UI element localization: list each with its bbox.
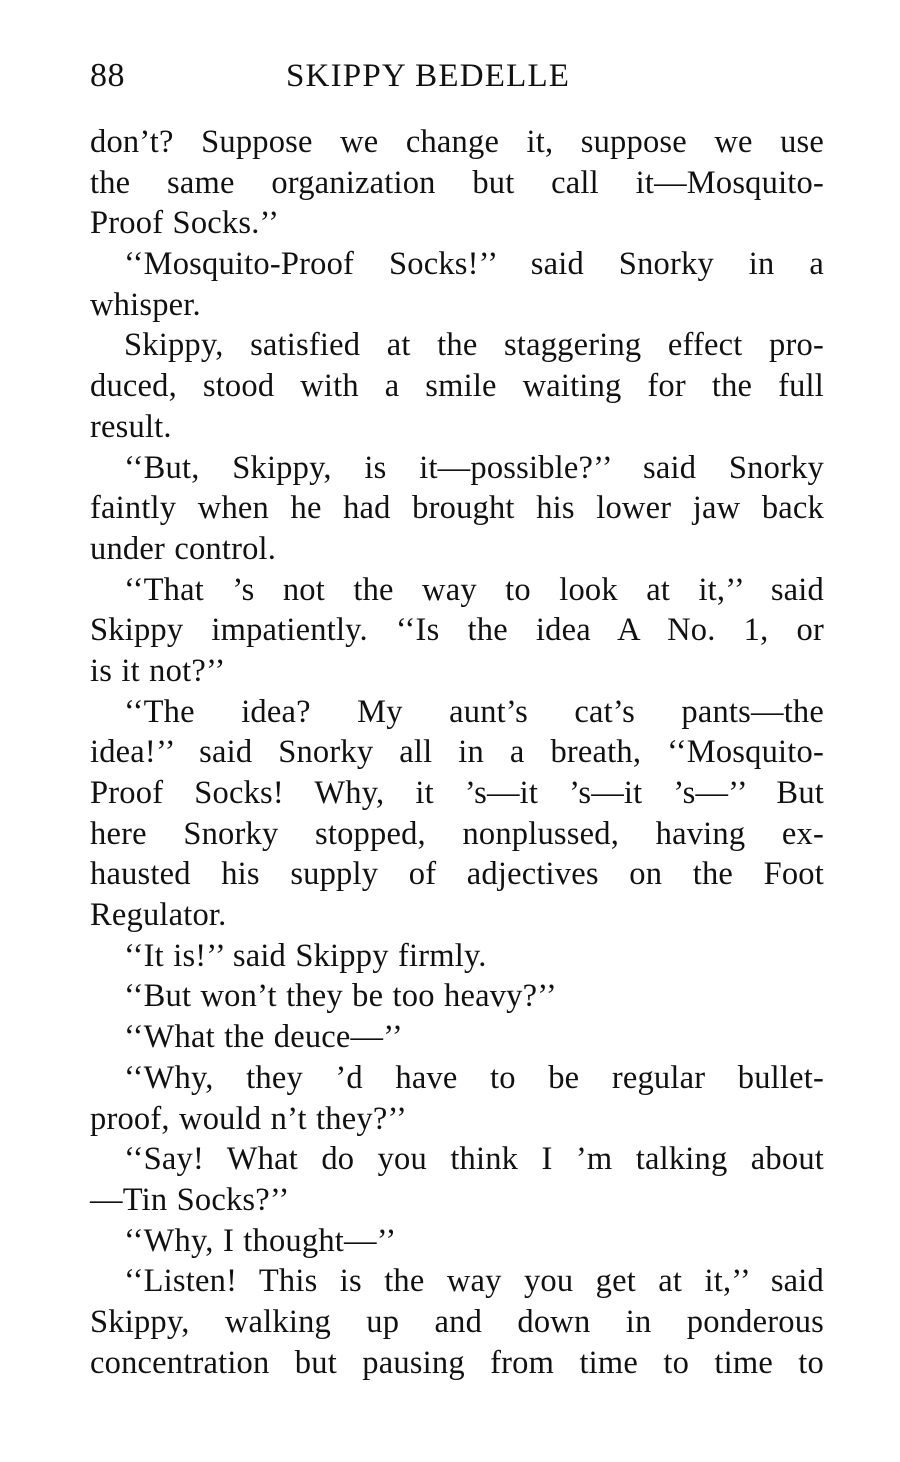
text-line: Skippy, walking up and down in ponderous [90,1303,824,1340]
text-line: ‘‘Why, I thought—’’ [124,1222,397,1259]
text-line: is it not?’’ [90,652,226,689]
text-line: result. [90,408,172,445]
text-line: ‘‘Why, they ’d have to be regular bullet- [124,1059,824,1096]
text-line: ‘‘Listen! This is the way you get at it,’’ said [124,1263,824,1300]
text-line: ‘‘That ’s not the way to look at it,’’ said [124,571,824,608]
text-line: Proof Socks.’’ [90,205,280,242]
text-line: hausted his supply of adjectives on the Foot [90,856,824,893]
text-line: under control. [90,530,277,567]
text-line: ‘‘The idea? My aunt’s cat’s pants—the [124,693,824,730]
text-line: ‘‘What the deuce—’’ [124,1019,403,1056]
running-header [90,0,824,122]
running-title: SKIPPY BEDELLE [286,58,571,94]
text-line: here Snorky stopped, nonplussed, having ex- [90,815,824,852]
text-line: ‘‘It is!’’ said Skippy firmly. [124,937,487,974]
text-line: ‘‘But, Skippy, is it—possible?’’ said Snorky [124,449,824,486]
page-number: 88 [90,57,125,94]
text-line: idea!’’ said Snorky all in a breath, ‘‘Mosquito- [90,734,824,771]
text-line: —Tin Socks?’’ [90,1181,290,1218]
text-line: the same organization but call it—Mosquito- [90,164,824,201]
text-line: ‘‘Say! What do you think I ’m talking about [124,1141,824,1178]
text-line: Skippy impatiently. ‘‘Is the idea A No. 1, or [90,612,824,649]
text-line: duced, stood with a smile waiting for the full [90,368,824,405]
text-line: ‘‘But won’t they be too heavy?’’ [124,978,557,1015]
text-line: Skippy, satisfied at the staggering effect pro- [124,327,824,364]
text-line: don’t? Suppose we change it, suppose we use [90,124,824,160]
text-line: ‘‘Mosquito-Proof Socks!’’ said Snorky in a [124,246,824,283]
text-line: faintly when he had brought his lower jaw back [90,490,824,527]
body-text [90,122,824,1383]
text-line: Regulator. [90,897,227,934]
text-line: Proof Socks! Why, it ’s—it ’s—it ’s—’’ But [90,775,824,811]
text-line: proof, would n’t they?’’ [90,1100,408,1137]
text-line: concentration but pausing from time to time to [90,1344,824,1381]
book-page [90,0,824,1383]
text-line: whisper. [90,286,201,323]
